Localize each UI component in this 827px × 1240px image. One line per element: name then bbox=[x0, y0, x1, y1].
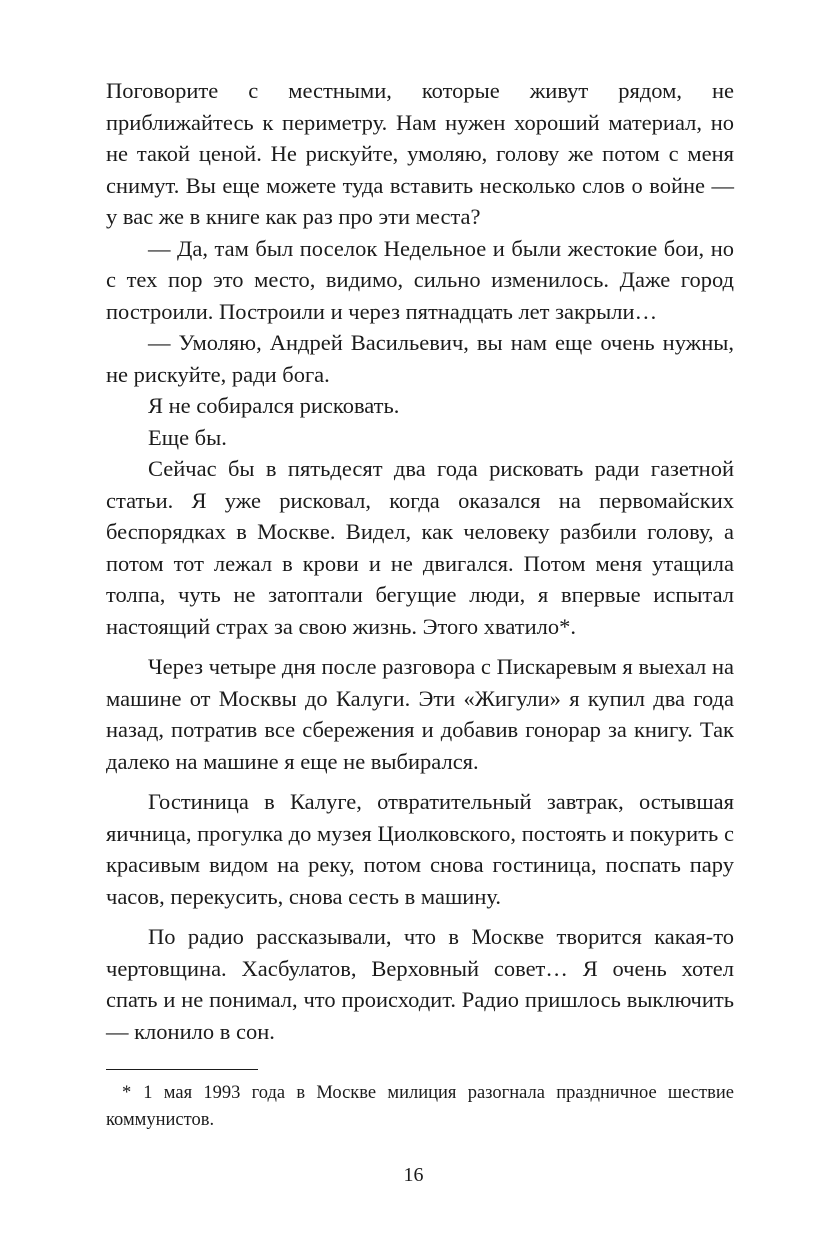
paragraph-5: Еще бы. bbox=[148, 424, 227, 450]
footnote bbox=[106, 1080, 734, 1134]
paragraph-7: Через четыре дня после разговора с Пискаревым я выехал на машине от Москвы до Калуги. Эти «Жигули» я купил два года назад, потратив все сбережения и добавив гонорар за книгу. Так далеко на машине я еще не выбирался. bbox=[106, 654, 734, 774]
footnote-divider bbox=[106, 1069, 258, 1070]
paragraph-3: — Умоляю, Андрей Васильевич, вы нам еще очень нужны, не рискуйте, ради бога. bbox=[106, 330, 734, 387]
paragraph-1: Поговорите с местными, которые живут рядом, не приближайтесь к периметру. Нам нужен хороший материал, но не такой ценой. Не рискуйте, умоляю, голову же потом с меня снимут. Вы еще можете туда вставить несколько слов о войне — у вас же в книге как раз про эти места? bbox=[106, 78, 734, 229]
page-number: 16 bbox=[403, 1164, 424, 1186]
paragraph-4: Я не собирался рисковать. bbox=[148, 393, 400, 418]
paragraph-9: По радио рассказывали, что в Москве творится какая-то чертовщина. Хасбулатов, Верховный совет… Я очень хотел спать и не понимал, что происходит. Радио пришлось выключить — клонило в сон. bbox=[106, 924, 734, 1044]
paragraph-6: Сейчас бы в пятьдесят два года рисковать ради газетной статьи. Я уже рисковал, когда оказался на первомайских беспорядках в Москве. Видел, как человеку разбили голову, а потом тот лежал в крови и не двигался. Потом меня утащила толпа, чуть не затоптали бегущие люди, я впервые испытал настоящий страх за свою жизнь. Этого хватило*. bbox=[106, 456, 734, 639]
footnote-marker: * bbox=[122, 1083, 132, 1103]
paragraph-2: — Да, там был поселок Недельное и были жестокие бои, но с тех пор это место, видимо, сильно изменилось. Даже город построили. Построили и через пятнадцать лет закрыли… bbox=[106, 235, 734, 324]
paragraph-8: Гостиница в Калуге, отвратительный завтрак, остывшая яичница, прогулка до музея Циолковского, постоять и покурить с красивым видом на реку, потом снова гостиница, поспать пару часов, перекусить, снова сесть в машину. bbox=[106, 789, 734, 909]
footnote-text: 1 мая 1993 года в Москве милиция разогнала праздничное шествие коммунистов. bbox=[106, 1083, 734, 1130]
body-text bbox=[106, 75, 734, 1047]
